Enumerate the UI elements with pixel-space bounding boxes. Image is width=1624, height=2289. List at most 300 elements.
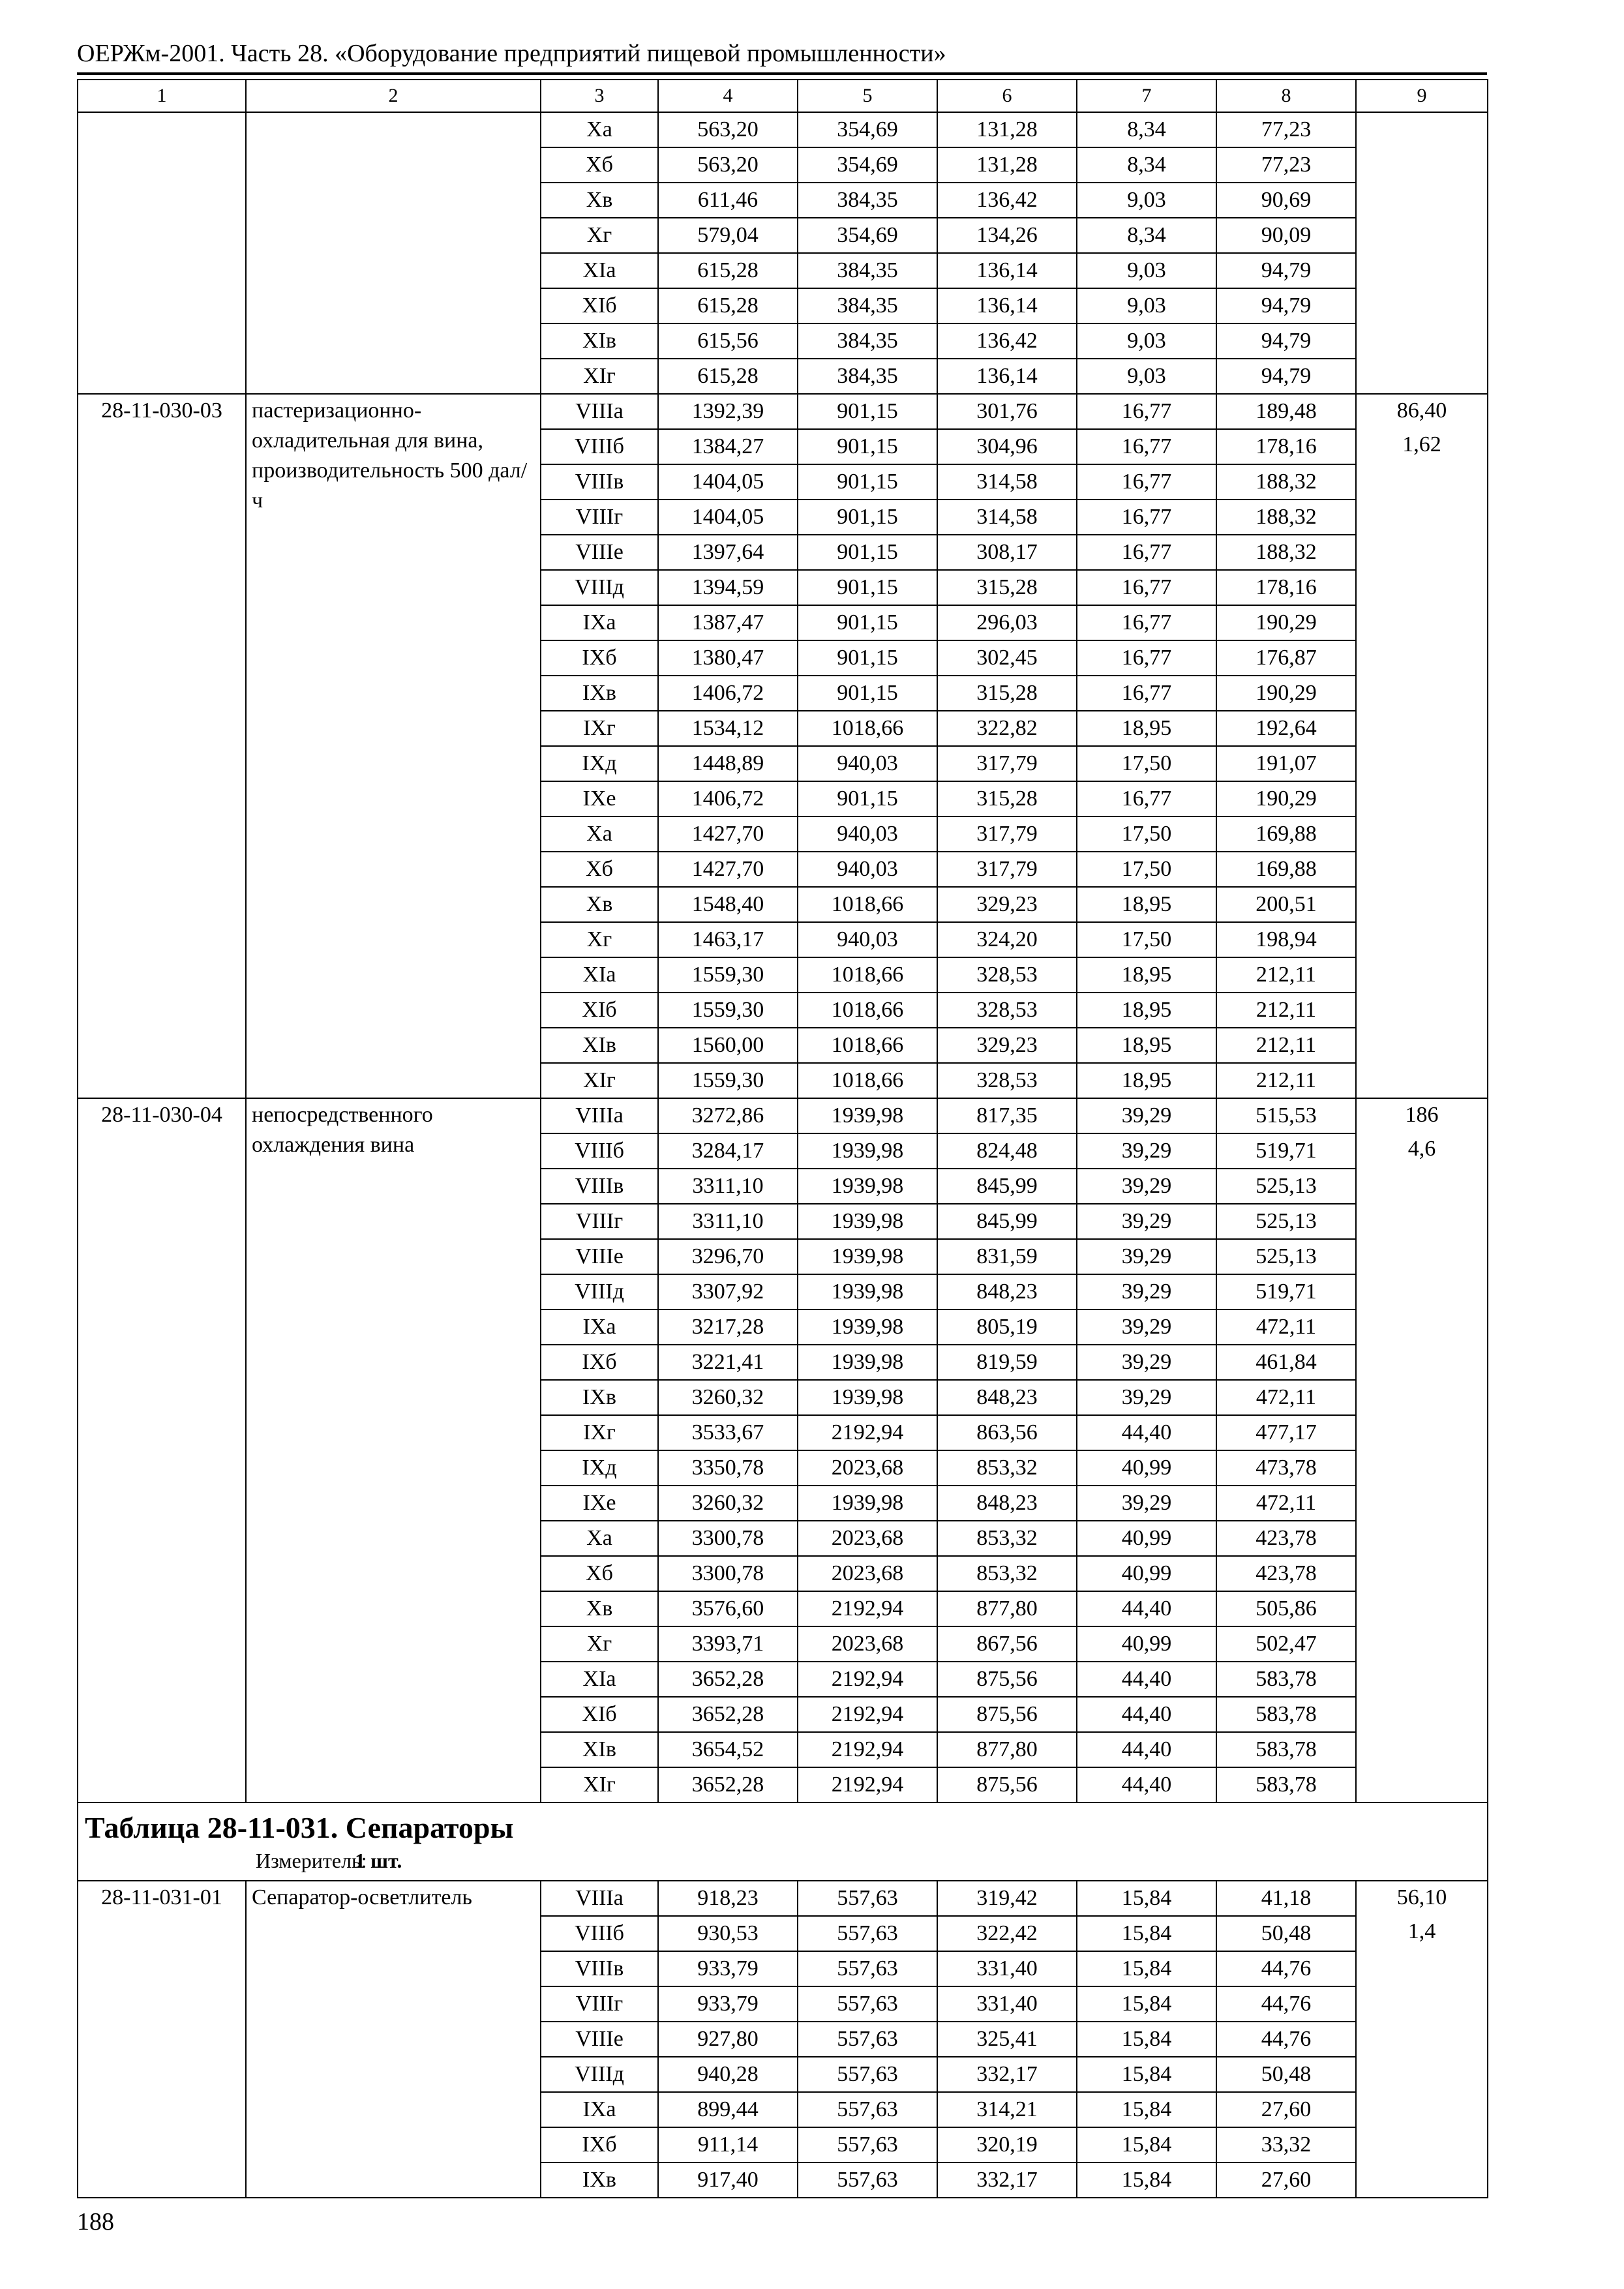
value-cell-col5: 1939,98	[798, 1274, 937, 1309]
column-number-row	[78, 80, 1488, 112]
value-cell-col3: VIIIе	[541, 1239, 658, 1274]
value-cell-col3: Xв	[541, 183, 658, 218]
value-cell-col3: Xг	[541, 1626, 658, 1662]
value-cell-col5: 354,69	[798, 147, 937, 183]
value-cell-col7: 8,34	[1077, 218, 1216, 253]
value-cell-col8: 505,86	[1216, 1591, 1356, 1626]
value-cell-col3: XIв	[541, 1732, 658, 1767]
value-cell-col7: 15,84	[1077, 1951, 1216, 1986]
value-cell-col3: VIIIд	[541, 2057, 658, 2092]
value-cell-col6: 131,28	[937, 147, 1077, 183]
value-cell-col5: 384,35	[798, 323, 937, 359]
value-cell-col7: 44,40	[1077, 1591, 1216, 1626]
value-cell-col4: 3654,52	[658, 1732, 798, 1767]
value-cell-col4: 1404,05	[658, 464, 798, 500]
value-cell-col3: IXб	[541, 640, 658, 676]
value-cell-col3: IXе	[541, 781, 658, 816]
value-cell-col8: 44,76	[1216, 2022, 1356, 2057]
value-cell-col3: VIIIе	[541, 535, 658, 570]
value-cell-col7: 39,29	[1077, 1274, 1216, 1309]
value-cell-col5: 940,03	[798, 922, 937, 957]
value-cell-col5: 1018,66	[798, 711, 937, 746]
value-cell-col7: 9,03	[1077, 323, 1216, 359]
value-cell-col6: 136,14	[937, 359, 1077, 394]
value-cell-col8: 94,79	[1216, 253, 1356, 288]
value-cell-col5: 1939,98	[798, 1098, 937, 1133]
value-cell-col4: 3221,41	[658, 1345, 798, 1380]
value-cell-col6: 848,23	[937, 1486, 1077, 1521]
value-cell-col6: 317,79	[937, 852, 1077, 887]
value-cell-col6: 315,28	[937, 781, 1077, 816]
value-cell-col5: 2192,94	[798, 1732, 937, 1767]
value-cell-col3: XIг	[541, 1063, 658, 1098]
value-cell-col6: 328,53	[937, 993, 1077, 1028]
value-cell-col7: 16,77	[1077, 781, 1216, 816]
value-cell-col4: 917,40	[658, 2162, 798, 2198]
value-cell-col8: 212,11	[1216, 993, 1356, 1028]
value-cell-col5: 1018,66	[798, 993, 937, 1028]
value-cell-col5: 354,69	[798, 112, 937, 147]
value-cell-col5: 557,63	[798, 1986, 937, 2022]
value-cell-col5: 2192,94	[798, 1591, 937, 1626]
value-cell-col8: 176,87	[1216, 640, 1356, 676]
value-cell-col5: 1939,98	[798, 1380, 937, 1415]
value-cell-col6: 301,76	[937, 394, 1077, 429]
value-cell-col8: 191,07	[1216, 746, 1356, 781]
value-cell-col7: 16,77	[1077, 429, 1216, 464]
value-cell-col6: 877,80	[937, 1732, 1077, 1767]
value-cell-col6: 329,23	[937, 1028, 1077, 1063]
table-row	[78, 1098, 1488, 1133]
value-cell-col4: 1387,47	[658, 605, 798, 640]
measure-label: Измеритель:	[256, 1849, 367, 1872]
value-cell-col5: 901,15	[798, 429, 937, 464]
value-cell-col7: 16,77	[1077, 640, 1216, 676]
value-cell-col6: 319,42	[937, 1881, 1077, 1916]
value-cell-col7: 40,99	[1077, 1450, 1216, 1486]
column-number-cell: 3	[541, 80, 658, 112]
value-cell-col4: 1427,70	[658, 852, 798, 887]
value-cell-col6: 824,48	[937, 1133, 1077, 1169]
value-cell-col3: XIа	[541, 1662, 658, 1697]
value-cell-col4: 3350,78	[658, 1450, 798, 1486]
value-cell-col5: 384,35	[798, 359, 937, 394]
value-cell-col7: 17,50	[1077, 852, 1216, 887]
value-cell-col3: IXв	[541, 2162, 658, 2198]
table-row	[78, 394, 1488, 429]
column-number-cell: 6	[937, 80, 1077, 112]
value-cell-col8: 583,78	[1216, 1767, 1356, 1803]
value-cell-col7: 40,99	[1077, 1521, 1216, 1556]
value-cell-col4: 1559,30	[658, 957, 798, 993]
table-row	[78, 112, 1488, 147]
value-cell-col7: 9,03	[1077, 288, 1216, 323]
value-cell-col8: 44,76	[1216, 1986, 1356, 2022]
value-cell-col4: 1463,17	[658, 922, 798, 957]
value-cell-col5: 901,15	[798, 605, 937, 640]
value-cell-col8: 50,48	[1216, 2057, 1356, 2092]
value-cell-col5: 1939,98	[798, 1204, 937, 1239]
value-cell-col7: 39,29	[1077, 1098, 1216, 1133]
value-cell-col8: 77,23	[1216, 147, 1356, 183]
measure-value: 1 шт.	[355, 1849, 402, 1872]
value-cell-col7: 16,77	[1077, 500, 1216, 535]
value-cell-col6: 332,17	[937, 2162, 1077, 2198]
value-cell-col8: 519,71	[1216, 1274, 1356, 1309]
value-cell-col7: 40,99	[1077, 1556, 1216, 1591]
value-cell-col7: 18,95	[1077, 711, 1216, 746]
value-cell-col4: 3300,78	[658, 1521, 798, 1556]
value-cell-col4: 3284,17	[658, 1133, 798, 1169]
value-cell-col7: 15,84	[1077, 2022, 1216, 2057]
value-cell-col3: XIа	[541, 957, 658, 993]
value-cell-col4: 579,04	[658, 218, 798, 253]
value-cell-col3: Xв	[541, 887, 658, 922]
value-cell-col6: 131,28	[937, 112, 1077, 147]
value-cell-col5: 901,15	[798, 500, 937, 535]
value-cell-col8: 461,84	[1216, 1345, 1356, 1380]
column-9-cell	[1356, 1881, 1488, 2198]
value-cell-col3: XIб	[541, 1697, 658, 1732]
value-cell-col8: 473,78	[1216, 1450, 1356, 1486]
value-cell-col5: 2023,68	[798, 1626, 937, 1662]
page-header: ОЕРЖм-2001. Часть 28. «Оборудование предприятий пищевой промышленности»	[77, 40, 946, 67]
value-cell-col5: 901,15	[798, 394, 937, 429]
value-cell-col5: 1939,98	[798, 1239, 937, 1274]
value-cell-col5: 901,15	[798, 640, 937, 676]
value-cell-col7: 15,84	[1077, 2092, 1216, 2127]
value-cell-col8: 188,32	[1216, 464, 1356, 500]
value-cell-col6: 853,32	[937, 1521, 1077, 1556]
item-code-cell: 28-11-030-04	[78, 1098, 246, 1803]
value-cell-col6: 845,99	[937, 1204, 1077, 1239]
value-cell-col3: XIв	[541, 323, 658, 359]
value-cell-col4: 3652,28	[658, 1697, 798, 1732]
value-cell-col7: 15,84	[1077, 1986, 1216, 2022]
value-cell-col5: 1939,98	[798, 1133, 937, 1169]
value-cell-col5: 384,35	[798, 253, 937, 288]
column-9-cell	[1356, 1098, 1488, 1803]
value-cell-col5: 2192,94	[798, 1767, 937, 1803]
value-cell-col8: 94,79	[1216, 323, 1356, 359]
value-cell-col6: 315,28	[937, 570, 1077, 605]
value-cell-col8: 583,78	[1216, 1732, 1356, 1767]
value-cell-col6: 317,79	[937, 746, 1077, 781]
value-cell-col7: 9,03	[1077, 253, 1216, 288]
item-code-cell: 28-11-030-03	[78, 394, 246, 1098]
value-cell-col8: 583,78	[1216, 1697, 1356, 1732]
value-cell-col5: 557,63	[798, 2127, 937, 2162]
value-cell-col3: VIIIд	[541, 570, 658, 605]
value-cell-col8: 423,78	[1216, 1556, 1356, 1591]
value-cell-col4: 3260,32	[658, 1380, 798, 1415]
value-cell-col7: 16,77	[1077, 464, 1216, 500]
value-cell-col4: 1380,47	[658, 640, 798, 676]
value-cell-col4: 615,56	[658, 323, 798, 359]
value-cell-col3: VIIIб	[541, 429, 658, 464]
column-number-cell: 1	[78, 80, 246, 112]
value-cell-col4: 1394,59	[658, 570, 798, 605]
section-row	[78, 1803, 1488, 1881]
value-cell-col8: 477,17	[1216, 1415, 1356, 1450]
value-cell-col5: 1018,66	[798, 1028, 937, 1063]
value-cell-col6: 819,59	[937, 1345, 1077, 1380]
value-cell-col5: 2192,94	[798, 1662, 937, 1697]
value-cell-col3: Xв	[541, 1591, 658, 1626]
value-cell-col3: IXв	[541, 676, 658, 711]
value-cell-col8: 44,76	[1216, 1951, 1356, 1986]
value-cell-col6: 322,82	[937, 711, 1077, 746]
value-cell-col7: 18,95	[1077, 957, 1216, 993]
value-cell-col7: 15,84	[1077, 1881, 1216, 1916]
value-cell-col7: 44,40	[1077, 1697, 1216, 1732]
value-cell-col4: 927,80	[658, 2022, 798, 2057]
value-cell-col6: 314,58	[937, 500, 1077, 535]
value-cell-col4: 3260,32	[658, 1486, 798, 1521]
value-cell-col3: IXб	[541, 1345, 658, 1380]
value-cell-col4: 563,20	[658, 147, 798, 183]
value-cell-col5: 557,63	[798, 2092, 937, 2127]
value-cell-col5: 940,03	[798, 816, 937, 852]
value-cell-col8: 423,78	[1216, 1521, 1356, 1556]
value-cell-col7: 39,29	[1077, 1345, 1216, 1380]
value-cell-col8: 472,11	[1216, 1486, 1356, 1521]
value-cell-col7: 18,95	[1077, 887, 1216, 922]
value-cell-col3: IXг	[541, 1415, 658, 1450]
value-cell-col4: 1406,72	[658, 676, 798, 711]
value-cell-col4: 1397,64	[658, 535, 798, 570]
value-cell-col8: 178,16	[1216, 570, 1356, 605]
column-number-cell: 2	[246, 80, 541, 112]
value-cell-col5: 557,63	[798, 2057, 937, 2092]
value-cell-col5: 1939,98	[798, 1486, 937, 1521]
value-cell-col5: 1018,66	[798, 957, 937, 993]
value-cell-col8: 190,29	[1216, 605, 1356, 640]
value-cell-col4: 1534,12	[658, 711, 798, 746]
value-cell-col3: Xг	[541, 922, 658, 957]
value-cell-col7: 15,84	[1077, 2127, 1216, 2162]
value-cell-col3: IXв	[541, 1380, 658, 1415]
value-cell-col4: 3311,10	[658, 1169, 798, 1204]
value-cell-col5: 1018,66	[798, 1063, 937, 1098]
value-cell-col8: 519,71	[1216, 1133, 1356, 1169]
value-cell-col4: 3272,86	[658, 1098, 798, 1133]
value-cell-col4: 615,28	[658, 288, 798, 323]
column-number-cell: 4	[658, 80, 798, 112]
value-cell-col7: 44,40	[1077, 1662, 1216, 1697]
value-cell-col5: 2023,68	[798, 1450, 937, 1486]
value-cell-col3: IXа	[541, 605, 658, 640]
value-cell-col8: 190,29	[1216, 781, 1356, 816]
value-cell-col3: Xа	[541, 816, 658, 852]
value-cell-col5: 557,63	[798, 2022, 937, 2057]
column-number-cell: 9	[1356, 80, 1488, 112]
value-cell-col7: 9,03	[1077, 183, 1216, 218]
value-cell-col7: 44,40	[1077, 1767, 1216, 1803]
section-title: Таблица 28-11-031. Сепараторы	[85, 1811, 514, 1844]
value-cell-col5: 2023,68	[798, 1556, 937, 1591]
value-cell-col8: 27,60	[1216, 2162, 1356, 2198]
value-cell-col7: 16,77	[1077, 570, 1216, 605]
value-cell-col7: 39,29	[1077, 1239, 1216, 1274]
value-cell-col4: 1404,05	[658, 500, 798, 535]
value-cell-col3: VIIIб	[541, 1133, 658, 1169]
value-cell-col8: 200,51	[1216, 887, 1356, 922]
value-cell-col3: XIг	[541, 359, 658, 394]
value-cell-col7: 16,77	[1077, 676, 1216, 711]
value-cell-col3: IXа	[541, 2092, 658, 2127]
column-number-cell: 7	[1077, 80, 1216, 112]
value-cell-col4: 1448,89	[658, 746, 798, 781]
value-cell-col7: 17,50	[1077, 816, 1216, 852]
value-cell-col4: 3652,28	[658, 1662, 798, 1697]
value-cell-col3: IXг	[541, 711, 658, 746]
value-cell-col7: 18,95	[1077, 1028, 1216, 1063]
value-cell-col3: Xб	[541, 147, 658, 183]
value-cell-col6: 308,17	[937, 535, 1077, 570]
value-cell-col6: 848,23	[937, 1380, 1077, 1415]
value-cell-col7: 15,84	[1077, 2162, 1216, 2198]
value-cell-col7: 9,03	[1077, 359, 1216, 394]
value-cell-col4: 911,14	[658, 2127, 798, 2162]
value-cell-col3: VIIIа	[541, 394, 658, 429]
value-cell-col6: 136,42	[937, 323, 1077, 359]
value-cell-col5: 1018,66	[798, 887, 937, 922]
value-cell-col4: 1560,00	[658, 1028, 798, 1063]
value-cell-col6: 302,45	[937, 640, 1077, 676]
value-cell-col5: 940,03	[798, 746, 937, 781]
value-cell-col3: VIIIв	[541, 1951, 658, 1986]
value-cell-col6: 332,17	[937, 2057, 1077, 2092]
value-cell-col3: XIг	[541, 1767, 658, 1803]
value-cell-col4: 3296,70	[658, 1239, 798, 1274]
value-cell-col5: 557,63	[798, 1951, 937, 1986]
value-cell-col8: 77,23	[1216, 112, 1356, 147]
value-cell-col4: 933,79	[658, 1951, 798, 1986]
measure-line	[85, 1849, 1481, 1873]
value-cell-col6: 329,23	[937, 887, 1077, 922]
value-cell-col6: 331,40	[937, 1951, 1077, 1986]
value-cell-col8: 178,16	[1216, 429, 1356, 464]
value-cell-col6: 317,79	[937, 816, 1077, 852]
value-cell-col3: XIб	[541, 993, 658, 1028]
column-9-cell	[1356, 394, 1488, 1098]
value-cell-col4: 1392,39	[658, 394, 798, 429]
value-cell-col8: 212,11	[1216, 957, 1356, 993]
value-cell-col3: VIIIа	[541, 1098, 658, 1133]
value-cell-col6: 304,96	[937, 429, 1077, 464]
value-cell-col3: VIIIе	[541, 2022, 658, 2057]
value-cell-col8: 198,94	[1216, 922, 1356, 957]
value-cell-col7: 39,29	[1077, 1169, 1216, 1204]
value-cell-col6: 817,35	[937, 1098, 1077, 1133]
value-cell-col6: 853,32	[937, 1450, 1077, 1486]
value-cell-col6: 331,40	[937, 1986, 1077, 2022]
section-cell	[78, 1803, 1488, 1881]
column-number-cell: 8	[1216, 80, 1356, 112]
value-cell-col3: VIIIг	[541, 1204, 658, 1239]
value-cell-col3: Xа	[541, 1521, 658, 1556]
value-cell-col3: IXе	[541, 1486, 658, 1521]
value-cell-col7: 8,34	[1077, 147, 1216, 183]
value-cell-col7: 39,29	[1077, 1204, 1216, 1239]
value-cell-col5: 1939,98	[798, 1309, 937, 1345]
value-cell-col4: 899,44	[658, 2092, 798, 2127]
value-cell-col8: 90,69	[1216, 183, 1356, 218]
column-9-cell	[1356, 112, 1488, 394]
value-cell-col5: 2192,94	[798, 1415, 937, 1450]
value-cell-col6: 875,56	[937, 1662, 1077, 1697]
value-cell-col5: 557,63	[798, 1916, 937, 1951]
value-cell-col4: 930,53	[658, 1916, 798, 1951]
value-cell-col4: 933,79	[658, 1986, 798, 2022]
value-cell-col6: 136,42	[937, 183, 1077, 218]
value-cell-col7: 39,29	[1077, 1133, 1216, 1169]
value-cell-col3: VIIIг	[541, 500, 658, 535]
value-cell-col4: 1384,27	[658, 429, 798, 464]
value-cell-col4: 3217,28	[658, 1309, 798, 1345]
value-cell-col8: 33,32	[1216, 2127, 1356, 2162]
value-cell-col7: 39,29	[1077, 1380, 1216, 1415]
value-cell-col3: VIIIв	[541, 464, 658, 500]
value-cell-col6: 805,19	[937, 1309, 1077, 1345]
value-cell-col4: 3652,28	[658, 1767, 798, 1803]
item-code-cell: 28-11-031-01	[78, 1881, 246, 2198]
column-9-value: 1,62	[1402, 432, 1441, 456]
value-cell-col6: 322,42	[937, 1916, 1077, 1951]
value-cell-col6: 325,41	[937, 2022, 1077, 2057]
value-cell-col6: 324,20	[937, 922, 1077, 957]
value-cell-col5: 901,15	[798, 676, 937, 711]
value-cell-col4: 1406,72	[658, 781, 798, 816]
value-cell-col3: Xа	[541, 112, 658, 147]
value-cell-col4: 1427,70	[658, 816, 798, 852]
value-cell-col6: 863,56	[937, 1415, 1077, 1450]
column-9-value: 56,10	[1396, 1885, 1447, 1909]
value-cell-col7: 39,29	[1077, 1309, 1216, 1345]
value-cell-col3: VIIIв	[541, 1169, 658, 1204]
value-cell-col4: 918,23	[658, 1881, 798, 1916]
item-name-cell: непосредственного охлаждения вина	[246, 1098, 541, 1803]
value-cell-col6: 320,19	[937, 2127, 1077, 2162]
value-cell-col4: 3533,67	[658, 1415, 798, 1450]
value-cell-col5: 901,15	[798, 570, 937, 605]
value-cell-col6: 867,56	[937, 1626, 1077, 1662]
value-cell-col7: 40,99	[1077, 1626, 1216, 1662]
value-cell-col3: Xб	[541, 1556, 658, 1591]
value-cell-col5: 2192,94	[798, 1697, 937, 1732]
value-cell-col8: 50,48	[1216, 1916, 1356, 1951]
column-9-value: 86,40	[1396, 398, 1447, 423]
value-cell-col7: 17,50	[1077, 746, 1216, 781]
value-cell-col6: 848,23	[937, 1274, 1077, 1309]
value-cell-col5: 384,35	[798, 288, 937, 323]
value-cell-col7: 44,40	[1077, 1415, 1216, 1450]
value-cell-col6: 136,14	[937, 288, 1077, 323]
value-cell-col3: Xб	[541, 852, 658, 887]
value-cell-col4: 1559,30	[658, 1063, 798, 1098]
value-cell-col8: 169,88	[1216, 852, 1356, 887]
value-cell-col3: XIа	[541, 253, 658, 288]
value-cell-col5: 1939,98	[798, 1345, 937, 1380]
value-cell-col3: Xг	[541, 218, 658, 253]
value-cell-col4: 3576,60	[658, 1591, 798, 1626]
value-cell-col4: 611,46	[658, 183, 798, 218]
item-name-cell: пастеризационно-охладительная для вина, производительность 500 дал/ч	[246, 394, 541, 1098]
value-cell-col5: 901,15	[798, 464, 937, 500]
header-rule	[77, 72, 1487, 75]
value-cell-col3: IXд	[541, 746, 658, 781]
